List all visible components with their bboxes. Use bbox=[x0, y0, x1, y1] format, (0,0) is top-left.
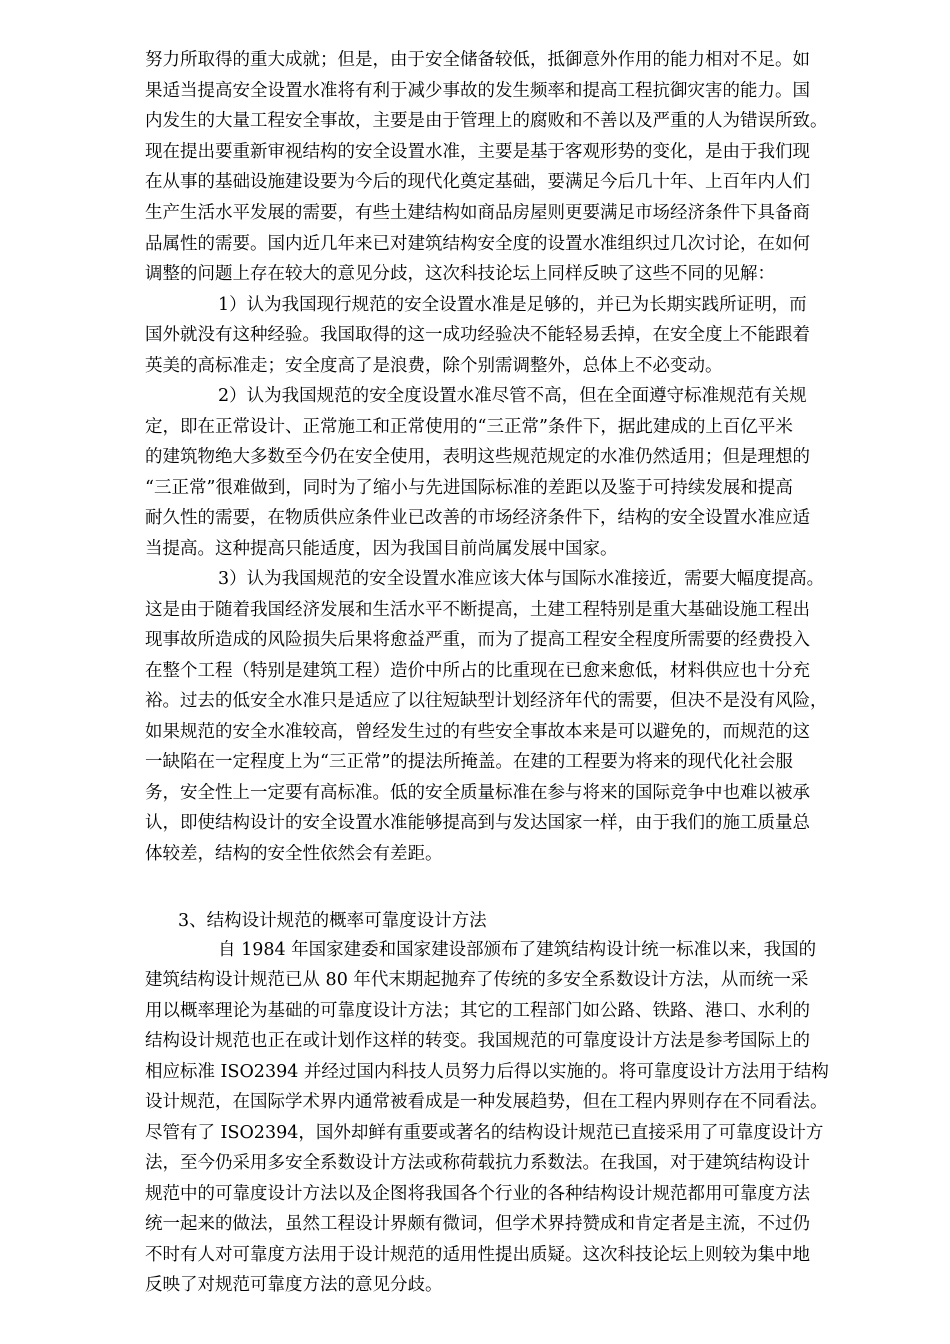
text-line: 一缺陷在一定程度上为“三正常”的提法所掩盖。在建的工程要为将来的现代化社会服 bbox=[145, 752, 793, 772]
text-line: 3）认为我国规范的安全设置水准应该大体与国际水准接近，需要大幅度提高。 bbox=[218, 569, 825, 589]
text-line: 的建筑物绝大多数至今仍在安全使用，表明这些规范规定的水准仍然适用；但是理想的 bbox=[145, 447, 810, 467]
text-line: 务，安全性上一定要有高标准。低的安全质量标准在参与将来的国际竞争中也难以被承 bbox=[145, 783, 810, 803]
text-line: 结构设计规范也正在或计划作这样的转变。我国规范的可靠度设计方法是参考国际上的 bbox=[145, 1031, 810, 1051]
text-line: 如果规范的安全水准较高，曾经发生过的有些安全事故本来是可以避免的，而规范的这 bbox=[145, 722, 810, 742]
text-line: 统一起来的做法，虽然工程设计界颇有微词，但学术界持赞成和肯定者是主流，不过仍 bbox=[145, 1214, 810, 1234]
text-line: 规范中的可靠度设计方法以及企图将我国各个行业的各种结构设计规范都用可靠度方法 bbox=[145, 1184, 810, 1204]
text-line: 用以概率理论为基础的可靠度设计方法；其它的工程部门如公路、铁路、港口、水利的 bbox=[145, 1001, 810, 1021]
text-line: 内发生的大量工程安全事故，主要是由于管理上的腐败和不善以及严重的人为错误所致。 bbox=[145, 111, 828, 131]
text-line: 调整的问题上存在较大的意见分歧，这次科技论坛上同样反映了这些不同的见解： bbox=[145, 264, 775, 284]
text-line: 当提高。这种提高只能适度，因为我国目前尚属发展中国家。 bbox=[145, 539, 618, 559]
text-line: 定，即在正常设计、正常施工和正常使用的“三正常”条件下，据此建成的上百亿平米 bbox=[145, 417, 793, 437]
text-line: “三正常”很难做到，同时为了缩小与先进国际标准的差距以及鉴于可持续发展和提高 bbox=[145, 478, 793, 498]
text-line: 认，即使结构设计的安全设置水准能够提高到与发达国家一样，由于我们的施工质量总 bbox=[145, 813, 810, 833]
text-line: 生产生活水平发展的需要，有些土建结构如商品房屋则更要满足市场经济条件下具备商 bbox=[145, 203, 810, 223]
section-heading: 3、结构设计规范的概率可靠度设计方法 bbox=[178, 911, 487, 931]
text-line: 努力所取得的重大成就；但是，由于安全储备较低，抵御意外作用的能力相对不足。如 bbox=[145, 50, 810, 70]
text-line: 自 1984 年国家建委和国家建设部颁布了建筑结构设计统一标准以来，我国的 bbox=[218, 940, 817, 960]
text-line: 在从事的基础设施建设要为今后的现代化奠定基础，要满足今后几十年、上百年内人们 bbox=[145, 172, 810, 192]
text-line: 不时有人对可靠度方法用于设计规范的适用性提出质疑。这次科技论坛上则较为集中地 bbox=[145, 1245, 810, 1265]
text-line: 法，至今仍采用多安全系数设计方法或称荷载抗力系数法。在我国，对于建筑结构设计 bbox=[145, 1153, 810, 1173]
text-line: 体较差，结构的安全性依然会有差距。 bbox=[145, 844, 443, 864]
text-line: 反映了对规范可靠度方法的意见分歧。 bbox=[145, 1275, 443, 1295]
text-line: 相应标准 ISO2394 并经过国内科技人员努力后得以实施的。将可靠度设计方法用于结构 bbox=[145, 1062, 829, 1082]
text-line: 尽管有了 ISO2394，国外却鲜有重要或著名的结构设计规范已直接采用了可靠度设计方 bbox=[145, 1123, 824, 1143]
text-line: 建筑结构设计规范已从 80 年代末期起抛弃了传统的多安全系数设计方法，从而统一采 bbox=[145, 970, 809, 990]
text-line: 裕。过去的低安全水准只是适应了以往短缺型计划经济年代的需要，但决不是没有风险， bbox=[145, 691, 828, 711]
text-line: 英美的高标准走；安全度高了是浪费，除个别需调整外，总体上不必变动。 bbox=[145, 356, 723, 376]
text-line: 耐久性的需要，在物质供应条件业已改善的市场经济条件下，结构的安全设置水准应适 bbox=[145, 508, 810, 528]
text-line: 品属性的需要。国内近几年来已对建筑结构安全度的设置水准组织过几次讨论，在如何 bbox=[145, 234, 810, 254]
text-line: 果适当提高安全设置水准将有利于减少事故的发生频率和提高工程抗御灾害的能力。国 bbox=[145, 81, 810, 101]
text-line: 设计规范，在国际学术界内通常被看成是一种发展趋势，但在工程内界则存在不同看法。 bbox=[145, 1092, 828, 1112]
text-line: 1）认为我国现行规范的安全设置水准是足够的，并已为长期实践所证明，而 bbox=[218, 295, 807, 315]
text-line: 现事故所造成的风险损失后果将愈益严重，而为了提高工程安全程度所需要的经费投入 bbox=[145, 630, 810, 650]
text-line: 2）认为我国规范的安全度设置水准尽管不高，但在全面遵守标准规范有关规 bbox=[218, 386, 807, 406]
text-line: 现在提出要重新审视结构的安全设置水准，主要是基于客观形势的变化，是由于我们现 bbox=[145, 142, 810, 162]
text-line: 这是由于随着我国经济发展和生活水平不断提高，土建工程特别是重大基础设施工程出 bbox=[145, 600, 810, 620]
text-line: 在整个工程（特别是建筑工程）造价中所占的比重现在已愈来愈低，材料供应也十分充 bbox=[145, 661, 810, 681]
text-line: 国外就没有这种经验。我国取得的这一成功经验决不能轻易丢掉，在安全度上不能跟着 bbox=[145, 325, 810, 345]
